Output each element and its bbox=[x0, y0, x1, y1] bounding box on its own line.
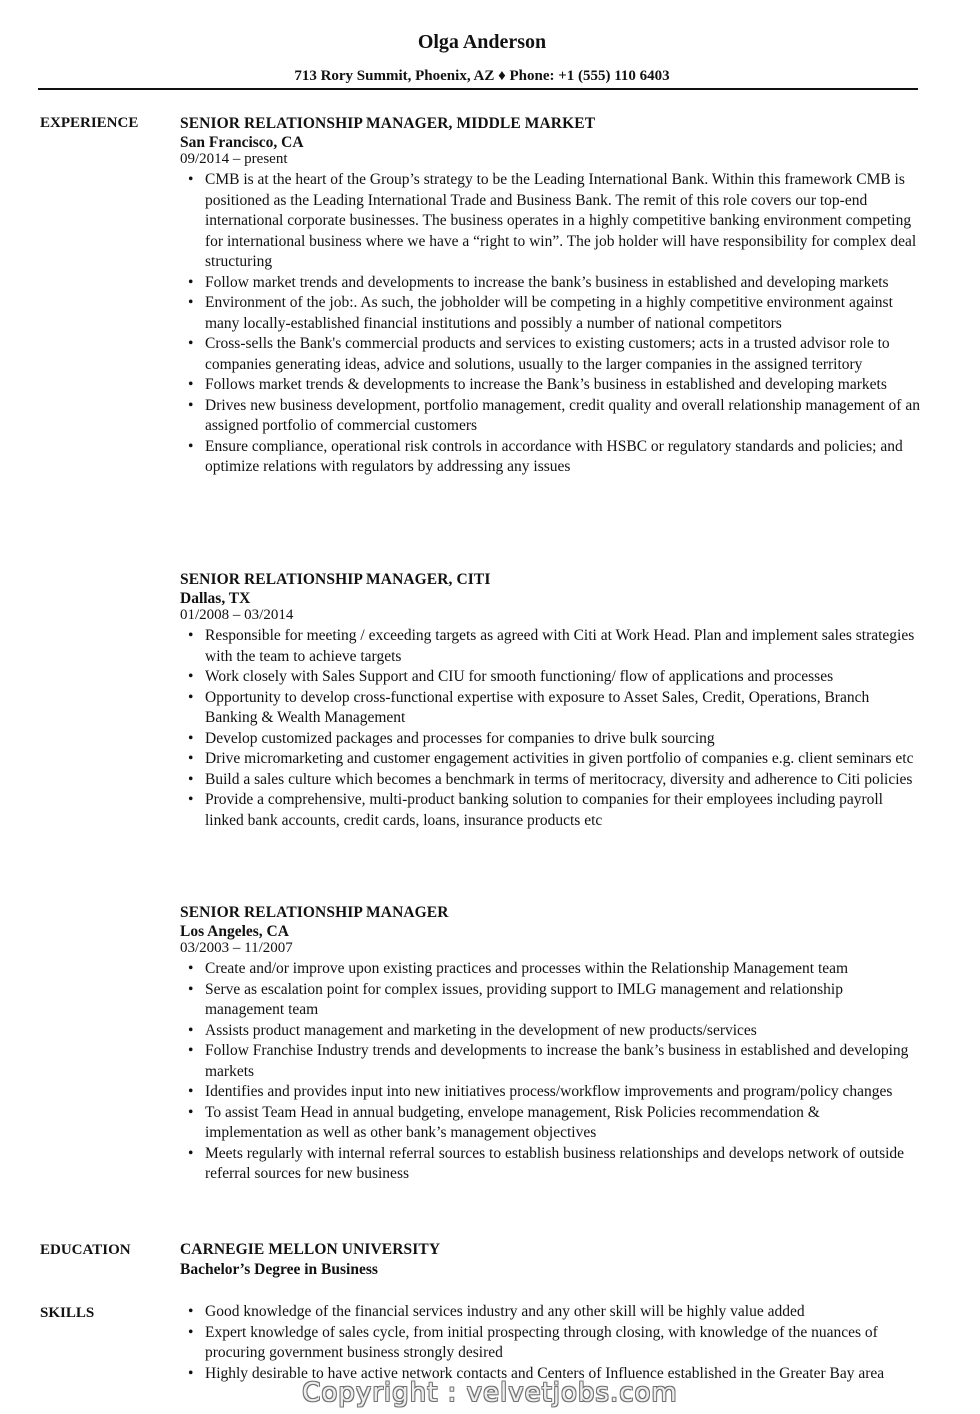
job-3 bbox=[180, 903, 920, 1185]
candidate-name: Olga Anderson bbox=[417, 31, 547, 53]
list-item: • Assists product management and marketing in the development of new products/services bbox=[180, 1021, 920, 1042]
degree: Bachelor’s Degree in Business bbox=[180, 1261, 378, 1278]
list-item: • Serve as escalation point for complex issues, providing support to IMLG management and relationship management team bbox=[180, 980, 920, 1021]
list-item: • Work closely with Sales Support and CIU for smooth functioning/ flow of applications and processes bbox=[180, 667, 920, 688]
list-item: • CMB is at the heart of the Group’s strategy to be the Leading International Bank. Within this framework CMB is positioned as the Leading International Trade and Business Bank. The remit of this role covers our top-end international corporate businesses. The business operates in a highly competitive banking environment competing for international business where we have a “right to win”. The job holder will have responsibility for complex deal structuring bbox=[180, 170, 920, 273]
list-item: • Good knowledge of the financial services industry and any other skill will be highly value added bbox=[180, 1302, 920, 1323]
skills-list-container bbox=[180, 1302, 920, 1384]
job-dates: 09/2014 – present bbox=[180, 151, 288, 167]
list-item: • To assist Team Head in annual budgeting, envelope management, Risk Policies recommendation & implementation as well as other bank’s management objectives bbox=[180, 1103, 920, 1144]
job-2 bbox=[180, 570, 920, 831]
header-divider bbox=[38, 88, 918, 90]
list-item: • Opportunity to develop cross-functional expertise with exposure to Asset Sales, Credit, Operations, Branch Banking & Wealth Management bbox=[180, 688, 920, 729]
list-item: • Meets regularly with internal referral sources to establish business relationships and develops network of outside referral sources for new business bbox=[180, 1144, 920, 1185]
list-item: • Identifies and provides input into new initiatives process/workflow improvements and program/policy changes bbox=[180, 1082, 920, 1103]
list-item: • Follow market trends and developments to increase the bank’s business in established and developing markets bbox=[180, 273, 920, 294]
skills-list bbox=[180, 1302, 920, 1384]
school-name: CARNEGIE MELLON UNIVERSITY bbox=[180, 1241, 441, 1258]
job-location: San Francisco, CA bbox=[180, 134, 304, 151]
contact-line: 713 Rory Summit, Phoenix, AZ ♦ Phone: +1 (555) 110 6403 bbox=[294, 68, 670, 84]
education-heading: EDUCATION bbox=[40, 1242, 131, 1258]
list-item: • Provide a comprehensive, multi-product banking solution to companies for their employees including payroll linked bank accounts, credit cards, loans, insurance products etc bbox=[180, 790, 920, 831]
job-title: SENIOR RELATIONSHIP MANAGER, MIDDLE MARKET bbox=[180, 115, 596, 132]
list-item: • Follow Franchise Industry trends and developments to increase the bank’s business in established and developing markets bbox=[180, 1041, 920, 1082]
list-item: • Expert knowledge of sales cycle, from initial prospecting through closing, with knowledge of the nuances of procuring government business strongly desired bbox=[180, 1323, 920, 1364]
list-item: • Ensure compliance, operational risk controls in accordance with HSBC or regulatory standards and policies; and optimize relations with regulators by addressing any issues bbox=[180, 437, 920, 478]
list-item: • Drives new business development, portfolio management, credit quality and overall relationship management of an assigned portfolio of commercial customers bbox=[180, 396, 920, 437]
list-item: • Develop customized packages and processes for companies to drive bulk sourcing bbox=[180, 729, 920, 750]
job-bullets bbox=[180, 626, 920, 831]
job-location: Los Angeles, CA bbox=[180, 923, 289, 940]
copyright-watermark: Copyright : velvetjobs.com bbox=[302, 1378, 678, 1408]
list-item: • Follows market trends & developments to increase the Bank’s business in established and developing markets bbox=[180, 375, 920, 396]
job-bullets bbox=[180, 170, 920, 478]
job-title: SENIOR RELATIONSHIP MANAGER, CITI bbox=[180, 571, 491, 588]
list-item: • Responsible for meeting / exceeding targets as agreed with Citi at Work Head. Plan and implement sales strategies with the team to achieve targets bbox=[180, 626, 920, 667]
list-item: • Create and/or improve upon existing practices and processes within the Relationship Management team bbox=[180, 959, 920, 980]
experience-heading: EXPERIENCE bbox=[40, 115, 139, 131]
job-dates: 03/2003 – 11/2007 bbox=[180, 940, 293, 956]
list-item: • Highly desirable to have active network contacts and Centers of Influence established in the Greater Bay area bbox=[180, 1364, 920, 1385]
list-item: • Environment of the job:. As such, the jobholder will be competing in a highly competitive environment against many locally-established financial institutions and possibly a number of national competitors bbox=[180, 293, 920, 334]
job-dates: 01/2008 – 03/2014 bbox=[180, 607, 294, 623]
job-location: Dallas, TX bbox=[180, 590, 251, 607]
list-item: • Build a sales culture which becomes a benchmark in terms of meritocracy, diversity and adherence to Citi policies bbox=[180, 770, 920, 791]
skills-heading: SKILLS bbox=[40, 1305, 95, 1321]
list-item: • Cross-sells the Bank's commercial products and services to existing customers; acts in a trusted advisor role to companies generating ideas, advice and solutions, usually to the larger companies in the assigned territory bbox=[180, 334, 920, 375]
job-1 bbox=[180, 114, 920, 478]
job-bullets bbox=[180, 959, 920, 1185]
education-entry bbox=[180, 1240, 920, 1280]
job-title: SENIOR RELATIONSHIP MANAGER bbox=[180, 904, 449, 921]
list-item: • Drive micromarketing and customer engagement activities in given portfolio of companies e.g. client seminars etc bbox=[180, 749, 920, 770]
